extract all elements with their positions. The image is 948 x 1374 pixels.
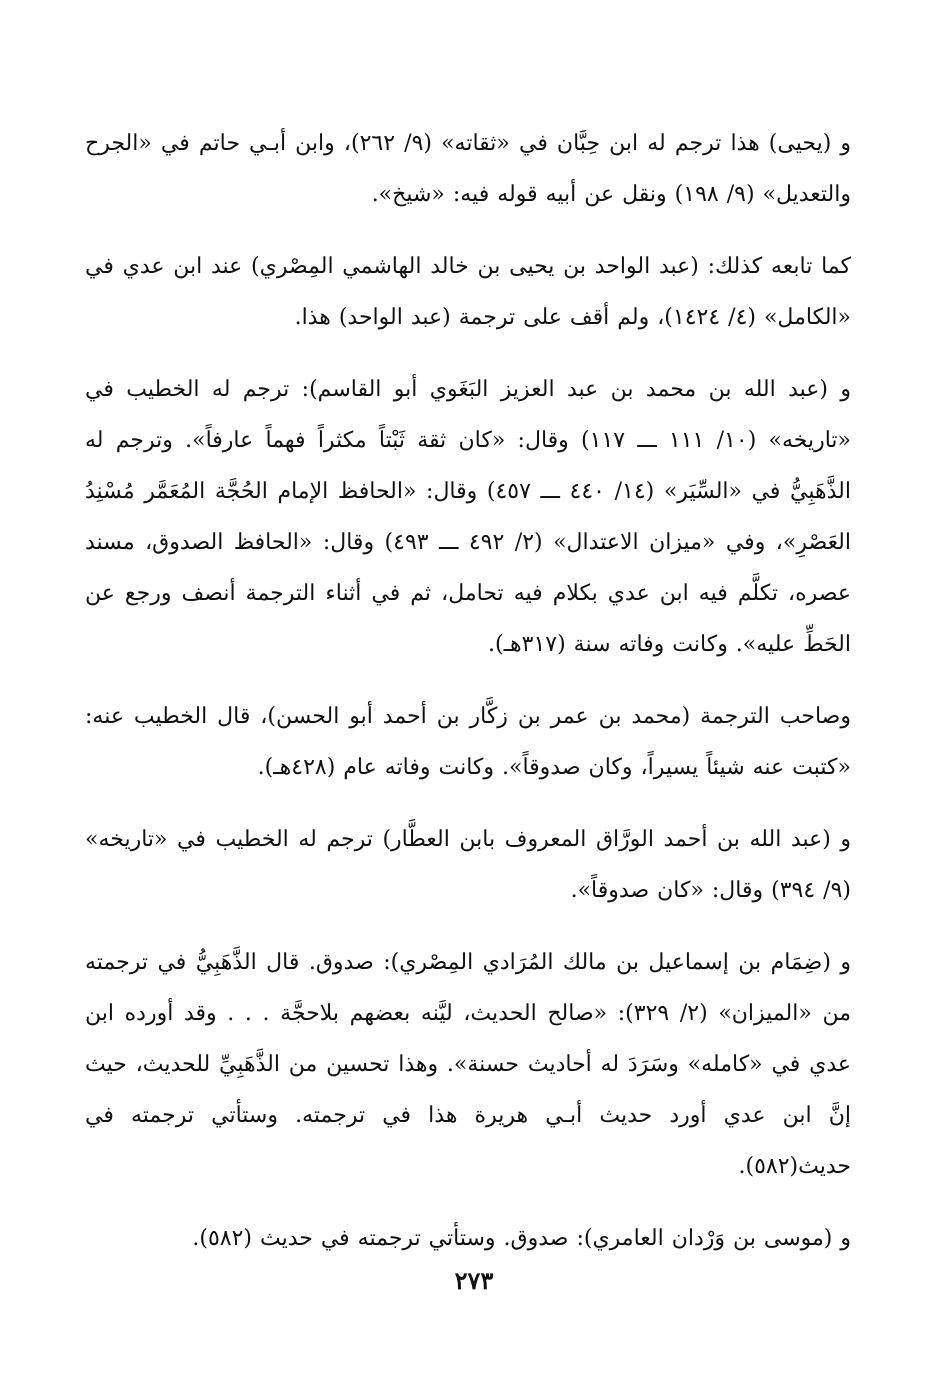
paragraph-ibn-al-attar: و (عبد الله بن أحمد الورَّاق المعروف بابن العطَّار) ترجم له الخطيب في «تاريخه» (٩/ ٣٩٤) وقال: «كان صدوقاً».	[85, 827, 851, 903]
page-body	[85, 118, 851, 1264]
paragraph-al-baghawi: و (عبد الله بن محمد بن عبد العزيز البَغَوي أبو القاسم): ترجم له الخطيب في «تاريخه» (١٠/ ١١١ ـــ ١١٧) وقال: «كان ثقة ثَبْتاً مكثراً فهماً عارفاً». وترجم له الذَّهَبِيُّ في «السِّيَر» (١٤/ ٤٤٠ ـــ ٤٥٧) وقال: «الحافظ الإمام الحُجَّة المُعَمَّر مُسْنِدُ العَصْرِ»، وفي «ميزان الاعتدال» (٢/ ٤٩٢ ـــ ٤٩٣) وقال: «الحافظ الصدوق، مسند عصره، تكلَّم فيه ابن عدي بكلام فيه تحامل، ثم في أثناء الترجمة أنصف ورجع عن الحَطِّ عليه». وكانت وفاته سنة (٣١٧هـ).	[85, 377, 852, 657]
paragraph-abd-al-wahid: كما تابعه كذلك: (عبد الواحد بن يحيى بن خالد الهاشمي المِصْري) عند ابن عدي في «الكامل» (٤/ ١٤٢٤)، ولم أقف على ترجمة (عبد الواحد) هذا.	[85, 254, 851, 330]
paragraph-yahya: و (يحيى) هذا ترجم له ابن حِبَّان في «ثقاته» (٩/ ٢٦٢)، وابن أبـي حاتم في «الجرح والتعديل» (٩/ ١٩٨) ونقل عن أبيه قوله فيه: «شيخ».	[85, 131, 852, 207]
page-number: ٢٧٣	[454, 1266, 494, 1295]
paragraph-ibn-zakkar: وصاحب الترجمة (محمد بن عمر بن زكَّار بن أحمد أبو الحسن)، قال الخطيب عنه: «كتبت عنه شيئاً يسيراً، وكان صدوقاً». وكانت وفاته عام (٤٢٨هـ).	[85, 704, 851, 780]
paragraph-musa: و (موسى بن وَرْدان العامري): صدوق. وستأتي ترجمته في حديث (٥٨٢).	[192, 1226, 851, 1251]
paragraph-dimam: و (ضِمَام بن إسماعيل بن مالك المُرَادي المِصْري): صدوق. قال الذَّهَبِيُّ في ترجمته من «الميزان» (٢/ ٣٢٩): «صالح الحديث، ليَّنه بعضهم بلاحجَّة . . . وقد أورده ابن عدي في «كامله» وسَرَدَ له أحاديث حسنة». وهذا تحسين من الذَّهَبِيِّ للحديث، حيث إنَّ ابن عدي أورد حديث أبـي هريرة هذا في ترجمته. وستأتي ترجمته في حديث(٥٨٢).	[85, 950, 851, 1179]
